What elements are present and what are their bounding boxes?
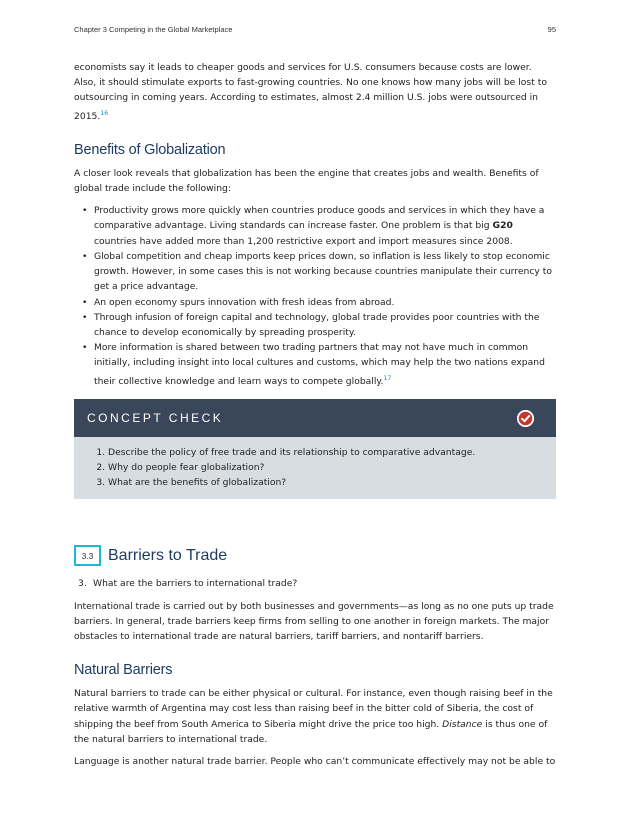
intro-paragraph: economists say it leads to cheaper goods and services for U.S. consumers because costs are lower. Also, it should stimulate exports to fast-growing countries. No one knows how many jobs will be lost to outsourcing in coming years. According to estimates, almost 2.4 million U.S. jobs were outsourced in 2015.16 (74, 62, 547, 122)
benefits-list (74, 203, 556, 389)
benefits-heading: Benefits of Globalization (74, 141, 226, 158)
checkmark-circle-icon (517, 410, 534, 427)
section-heading (74, 545, 556, 566)
list-item: 2. Why do people fear globalization? (108, 460, 540, 475)
list-item: • An open economy spurs innovation with fresh ideas from abroad. (94, 295, 556, 310)
section-title: Barriers to Trade (108, 546, 228, 564)
benefits-intro: A closer look reveals that globalization has been the engine that creates jobs and wealth. Benefits of global trade include the following: (74, 167, 539, 195)
concept-check-list (90, 445, 540, 491)
page-content (74, 60, 556, 776)
list-item: • Productivity grows more quickly when countries produce goods and services in which they have a comparative advantage. Living standards can increase faster. One problem is that big G20 countries have added more than 1,200 restrictive export and import measures since 2008. (94, 203, 556, 249)
distance-term: Distance (442, 718, 483, 730)
concept-check-header (74, 399, 556, 437)
concept-check-box (74, 399, 556, 500)
list-item: • Through infusion of foreign capital and technology, global trade provides poor countries with the chance to develop economically by spreading prosperity. (94, 310, 556, 340)
g20-term: G20 (492, 220, 513, 232)
footnote-link-17[interactable]: 17 (383, 374, 392, 382)
natural-barriers-heading: Natural Barriers (74, 662, 173, 679)
list-item: • More information is shared between two trading partners that may not have much in common initially, including insight into local cultures and customs, which may help the two nations expand their collective knowledge and learn ways to compete globally.$^{17}$ (94, 340, 556, 389)
learning-objective: 3. What are the barriers to international trade? (78, 578, 298, 590)
page-number: 95 (547, 25, 556, 34)
list-item: • Global competition and cheap imports keep prices down, so inflation is less likely to stop economic growth. However, in some cases this is not working because countries manipulate their currency to get a price advantage. (94, 249, 556, 295)
language-paragraph: Language is another natural trade barrier. People who can’t communicate effectively may not be able to (74, 756, 556, 768)
list-item: 1. Describe the policy of free trade and its relationship to comparative advantage. (108, 445, 540, 460)
natural-barriers-paragraph: Natural barriers to trade can be either physical or cultural. For instance, even though raising beef in the relative warmth of Argentina may cost less than raising beef in the bitter cold of Siberia, the cost of shipping the beef from South America to Siberia might drive the price too high. Distance is thus one of the natural barriers to international trade. (74, 688, 553, 745)
list-item: 3. What are the benefits of globalization? (108, 475, 540, 490)
footnote-link-16[interactable]: 16 (100, 109, 109, 117)
concept-check-title: CONCEPT CHECK (87, 410, 224, 425)
section-number: 3.3 (74, 545, 101, 566)
running-header-chapter: Chapter 3 Competing in the Global Marketplace (74, 25, 233, 34)
section-paragraph: International trade is carried out by both businesses and governments—as long as no one puts up trade barriers. In general, trade barriers keep firms from selling to one another in foreign markets. The major obstacles to international trade are natural barriers, tariff barriers, and nontariff barriers. (74, 600, 554, 642)
concept-check-body (74, 437, 556, 500)
